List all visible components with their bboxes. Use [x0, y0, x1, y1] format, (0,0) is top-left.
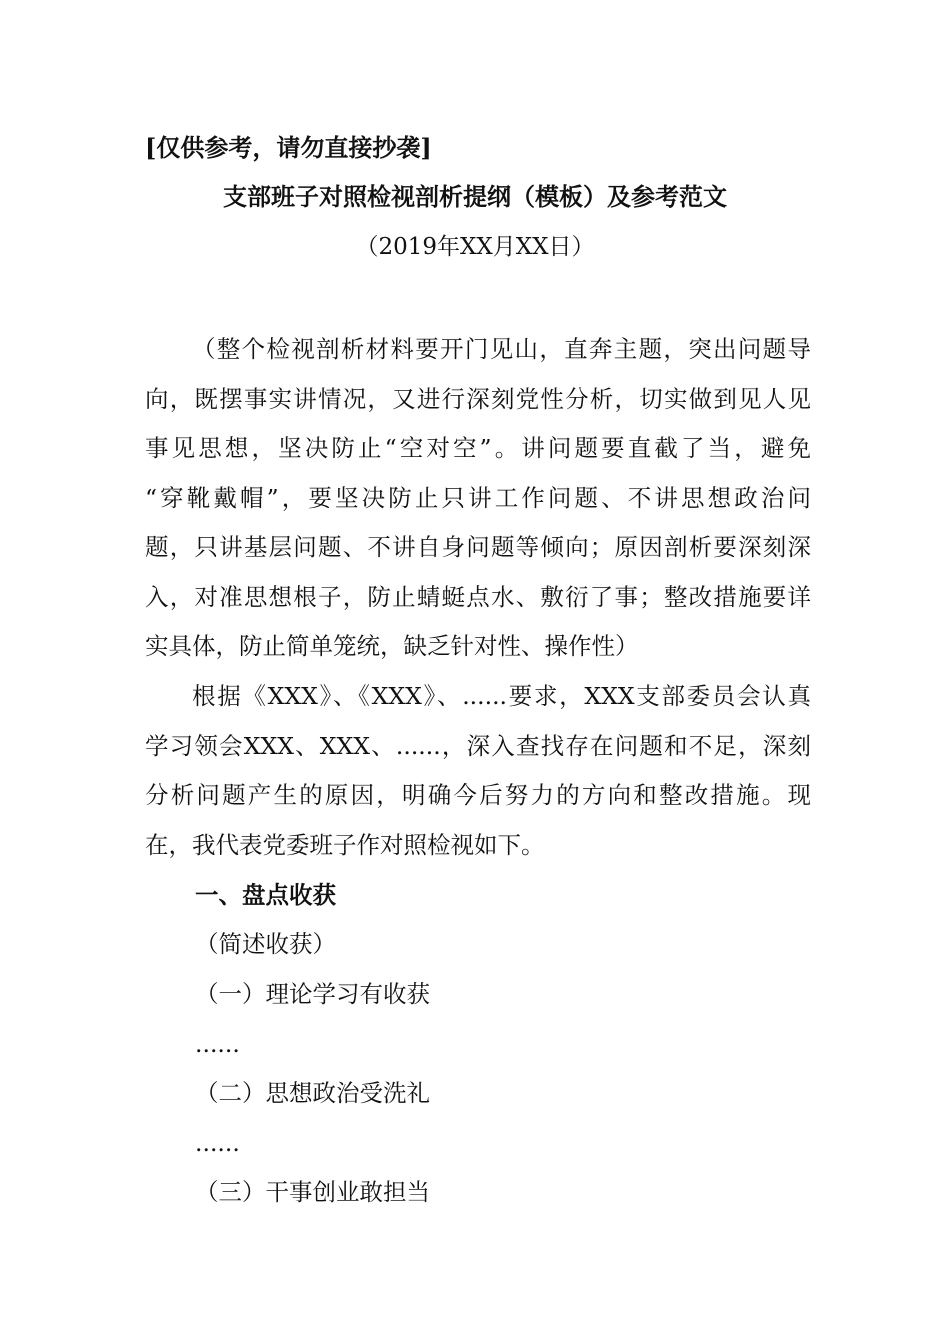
intro-line: 向，既摆事实讲情况，又进行深刻党性分析，切实做到见人见: [145, 384, 811, 413]
paragraph-line: 根据《XXX》、《XXX》、......要求，XXX支部委员会认真: [192, 682, 811, 710]
intro-line: “穿靴戴帽”，要坚决防止只讲工作问题、不讲思想政治问: [145, 483, 811, 512]
document-title: 支部班子对照检视剖析提纲（模板）及参考范文: [223, 182, 727, 211]
intro-line: 事见思想，坚决防止“空对空”。讲问题要直截了当，避免: [145, 434, 811, 462]
reference-notice: [仅供参考，请勿直接抄袭]: [145, 133, 432, 162]
ellipsis-text: ......: [195, 1030, 240, 1058]
main-paragraph: [145, 672, 811, 870]
intro-line: （整个检视剖析材料要开门见山，直奔主题，突出问题导: [192, 335, 811, 363]
subsection-heading: （三）干事创业敢担当: [195, 1178, 430, 1206]
ellipsis-text: ......: [195, 1129, 240, 1157]
section-heading: 一、盘点收获: [195, 881, 336, 909]
intro-paragraph: [145, 325, 811, 672]
intro-line: 实具体，防止简单笼统，缺乏针对性、操作性）: [145, 632, 639, 660]
intro-line: 题，只讲基层问题、不讲自身问题等倾向；原因剖析要深刻深: [145, 533, 811, 561]
subsection-heading: （二）思想政治受洗礼: [195, 1079, 430, 1107]
paragraph-line: 学习领会XXX、XXX、......，深入查找存在问题和不足，深刻: [145, 731, 811, 760]
paragraph-line: 分析问题产生的原因，明确今后努力的方向和整改措施。现: [145, 781, 811, 809]
intro-line: 入，对准思想根子，防止蜻蜓点水、敷衍了事；整改措施要详: [145, 582, 811, 611]
document-date: （2019年XX月XX日）: [355, 234, 595, 260]
summary-note: （简述收获）: [195, 930, 336, 958]
subsection-heading: （一）理论学习有收获: [195, 980, 430, 1008]
paragraph-line: 在，我代表党委班子作对照检视如下。: [145, 830, 545, 859]
